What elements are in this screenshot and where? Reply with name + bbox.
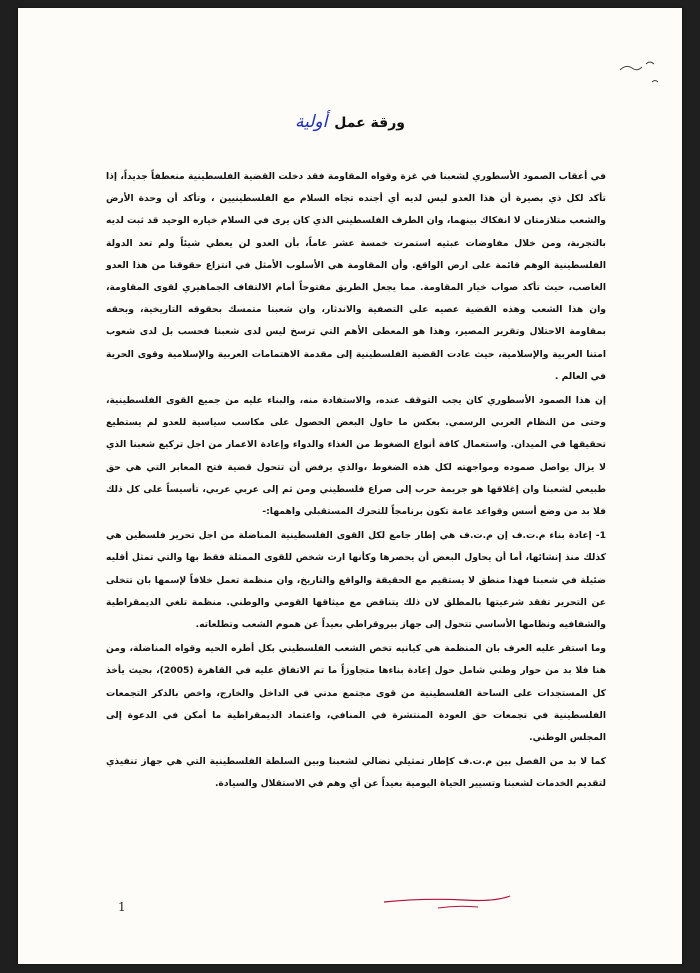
paragraph-intro: في أعقاب الصمود الأسطوري لشعبنا في غزة وقواه المقاومة فقد دخلت القضية الفلسطينية منعطفاً جديداً، إذا تأكد لكل ذي بصيرة أن هذا العدو ليس لديه أي أجنده تجاه السلام مع الفلسطينيين ، وتأكد أن وحدة الأرض والشعب متلازمتان لا انفكاك بينهما، وان الطرف الفلسطيني الذي كان يرى في السلام خياره الوحيد قد ثبت لديه بالتجربة، ومن خلال مفاوضات عبثيه استمرت خمسة عشر عاماً، بأن العدو لن يعطي شيئاً ولم تعد الدولة الفلسطينية الوهم قائمة على ارض الواقع. وأن المقاومة هي الأسلوب الأمثل في انتزاع حقوقنا من هذا العدو الغاصب، حيث تأكد صواب خيار المقاومة. مما يجعل الطريق مفتوحاً أمام الالتفاف الجماهيري لقوى المقاومة، وان هذا الشعب وهذه القضية عصيه على التصفية والاندثار، وان شعبنا متمسك بحقوقه التاريخية، وبحقه بمقاومة الاحتلال وتقرير المصير، وهذا هو المعطى الأهم التي ترسخ ليس لدى شعبنا فحسب بل لدى شعوب امتنا العربية والإسلامية، حيث عادت القضية الفلسطينية إلى مقدمة الاهتمامات العربية والإسلامية وقوى الحرية في العالم . bbox=[106, 171, 606, 382]
pen-scribble-bottom bbox=[378, 884, 518, 914]
pen-mark-top-right bbox=[616, 56, 666, 92]
paragraph-national-dialogue: وما استقر عليه العرف بان المنظمة هي كيانيه تخص الشعب الفلسطيني بكل أطره الحيه وقواه المناضلة، ومن هنا فلا بد من حوار وطني شامل حول إعادة بناءها متجاوزاً ما تم الاتفاق عليه في القاهرة (2005)، بحيث يأخذ كل المستجدات على الساحة الفلسطينية من قوى مجتمع مدني في الداخل والخارج، واخص بالذكر التجمعات الفلسطينية في تجمعات حق العودة المنتشرة في المنافي، واعتماد الديمقراطية ما أمكن في الدعوة إلى المجلس الوطني. bbox=[106, 643, 606, 744]
document-page bbox=[18, 8, 682, 964]
paragraph-steadfastness: إن هذا الصمود الأسطوري كان يجب التوقف عنده، والاستفادة منه، والبناء عليه من جميع القوى الفلسطينية، وحتى من النظام العربي الرسمي. بعكس ما حاول البعض الحصول على مكاسب سياسية للعدو لم يستطيع تحقيقها في الميدان. واستعمال كافة أنواع الضغوط من الغذاء والدواء وإعادة الاعمار من اجل تركيع شعبنا الذي لا يزال يواصل صموده ومواجهته لكل هذه الضغوط ،والذي يرفض أن تتحول قضية فتح المعابر التي هي حق طبيعي لشعبنا وان إغلاقها هو جريمة حرب إلى صراع فلسطيني ومن ثم إلى عربي عربي، تأسيساً على كل ذلك فلا بد من وضع أسس وقواعد عامة تكون برنامجاً للتحرك المستقبلي واهمها:- bbox=[106, 395, 606, 518]
point-1 bbox=[106, 525, 606, 636]
title-text: ورقة عمل bbox=[334, 115, 405, 131]
title-handwritten: أولية bbox=[295, 112, 328, 132]
document-body bbox=[106, 166, 606, 798]
paragraph-separation: كما لا بد من الفصل بين م.ت.ف كإطار تمثيلي نضالي لشعبنا وبين السلطة الفلسطينية التي هي جهاز تنفيذي لتقديم الخدمات لشعبنا وتسيير الحياة اليومية بعيداً عن أي وهم في الاستقلال والسيادة. bbox=[106, 756, 606, 790]
page-number: 1 bbox=[118, 900, 126, 914]
point-1-text: إعادة بناء م.ت.ف إن م.ت.ف هي إطار جامع لكل القوى الفلسطينية المناضلة من اجل تحرير فلسطين هي كذلك منذ إنشائها، أما أن يحاول البعض أن يحصرها وكأنها ارث شخص للقوى الممثلة فقط بها والتي تمثل أقليه ضئيلة في شعبنا فهذا منطق لا يستقيم مع الحقيقة والواقع والتاريخ، وان منظمة تعمل خلافاً لإسمها بان تتخلى عن التحرير تفقد شرعيتها بالمطلق لان ذلك يتناقض مع ميثاقها القومي والوطني. منظمة تلغي الديمقراطية والشفافيه ونظامها الأساسي تتحول إلى جهاز بيروقراطي بعيداً عن هموم الشعب وتطلعاته. bbox=[106, 530, 606, 631]
document-title bbox=[18, 112, 682, 132]
point-1-number: 1- bbox=[595, 530, 606, 542]
